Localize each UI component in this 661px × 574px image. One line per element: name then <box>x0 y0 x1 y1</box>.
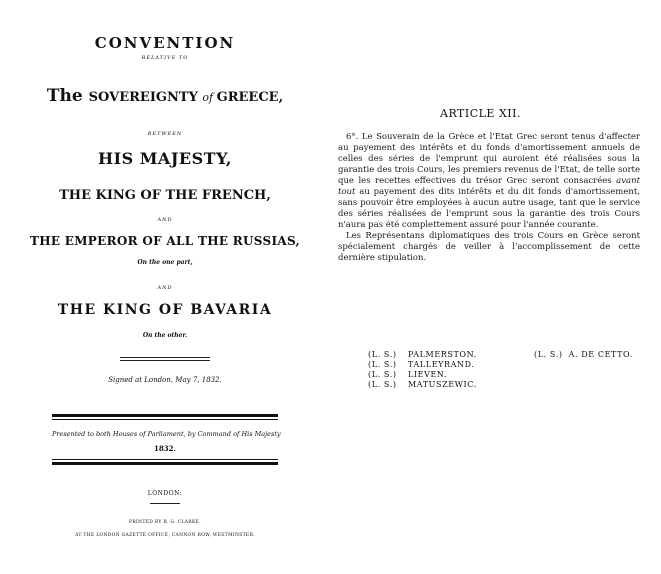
thin-rule-bottom <box>52 459 278 460</box>
signature-row <box>368 370 477 380</box>
sov-greece: GREECE, <box>216 90 284 105</box>
article-body <box>338 132 640 264</box>
thick-rule-top <box>52 414 278 417</box>
signatory-name: TALLEYRAND. <box>408 360 475 369</box>
presented-year: 1832. <box>154 444 176 453</box>
signatory-name: A. DE CETTO. <box>568 350 633 359</box>
signature-row <box>368 380 477 390</box>
seal-mark: (L. S.) <box>368 380 397 389</box>
signed-date: Signed at London, May 7, 1832. <box>108 376 222 384</box>
king-of-french-heading: THE KING OF THE FRENCH, <box>59 188 271 203</box>
between-label: BETWEEN <box>147 131 183 137</box>
signature-row <box>368 350 477 360</box>
para1-text-b: au payement des dits intérêts et du dit fonds d'amortissement, sans pouvoir être employées à aucun autre usage, tant que le service des séries réalisées de l'emprunt sous la garantie des trois Cours n'aura pas été complettement assuré pour l'année courante. <box>338 187 640 230</box>
thick-rule-bottom <box>52 462 278 465</box>
other-part-label: On the other. <box>142 332 188 339</box>
sov-word: SOVEREIGNTY <box>88 90 203 105</box>
convention-heading: CONVENTION <box>94 34 236 52</box>
seal-mark: (L. S.) <box>368 360 397 369</box>
thin-rule-top <box>52 419 278 420</box>
signature-row <box>368 360 477 370</box>
sovereignty-title <box>0 86 330 106</box>
para1-text-a: 6°. Le Souverain de la Grèce et l'Etat Grec seront tenus d'affecter au payement des intérêts et du fonds d'amortissement annuels de celles des séries de l'emprunt qui auroient été réalisées sous la garantie des trois Cours, les premiers revenus de l'Etat, de telle sorte que les recettes effectives du trésor Grec seront consacrées <box>338 132 640 186</box>
presented-note: Presented to both Houses of Parliament, by Command of His Majesty <box>52 430 281 438</box>
signature-cetto <box>534 350 633 359</box>
his-majesty-heading: HIS MAJESTY, <box>97 149 232 168</box>
article-paragraph-2: Les Représentans diplomatiques des trois Cours en Grèce seront spécialement chargés de veiller à l'accomplissement de cette dernière stipulation. <box>338 231 640 263</box>
imprint-printer: PRINTED BY R. G. CLARKE, <box>129 520 201 525</box>
divider-rule <box>120 360 210 361</box>
seal-mark: (L. S.) <box>534 350 563 359</box>
emperor-heading: THE EMPEROR OF ALL THE RUSSIAS, <box>29 234 301 248</box>
article-paragraph-1 <box>338 132 640 231</box>
and-label-1: AND <box>157 217 173 223</box>
imprint-city: LONDON: <box>147 490 183 497</box>
divider-rule <box>120 357 210 358</box>
seal-mark: (L. S.) <box>368 350 397 359</box>
bavaria-heading: THE KING OF BAVARIA <box>57 302 273 318</box>
one-part-label: On the one part, <box>137 259 193 266</box>
sov-of: of <box>202 91 217 104</box>
article-heading: ARTICLE XII. <box>440 107 521 120</box>
seal-mark: (L. S.) <box>368 370 397 379</box>
imprint-address: AT THE LONDON GAZETTE OFFICE, CANNON ROW, WESTMINSTER. <box>75 533 255 538</box>
signatory-name: LIEVEN. <box>408 370 448 379</box>
imprint-rule <box>150 503 180 504</box>
para1-emphasis: avant tout <box>338 176 640 197</box>
signatory-name: MATUSZEWIC. <box>408 380 477 389</box>
signature-list <box>368 350 477 390</box>
relative-to-label: RELATIVE TO <box>141 55 189 61</box>
and-label-2: AND <box>157 285 173 291</box>
sov-the: The <box>46 86 89 106</box>
signatory-name: PALMERSTON. <box>408 350 477 359</box>
